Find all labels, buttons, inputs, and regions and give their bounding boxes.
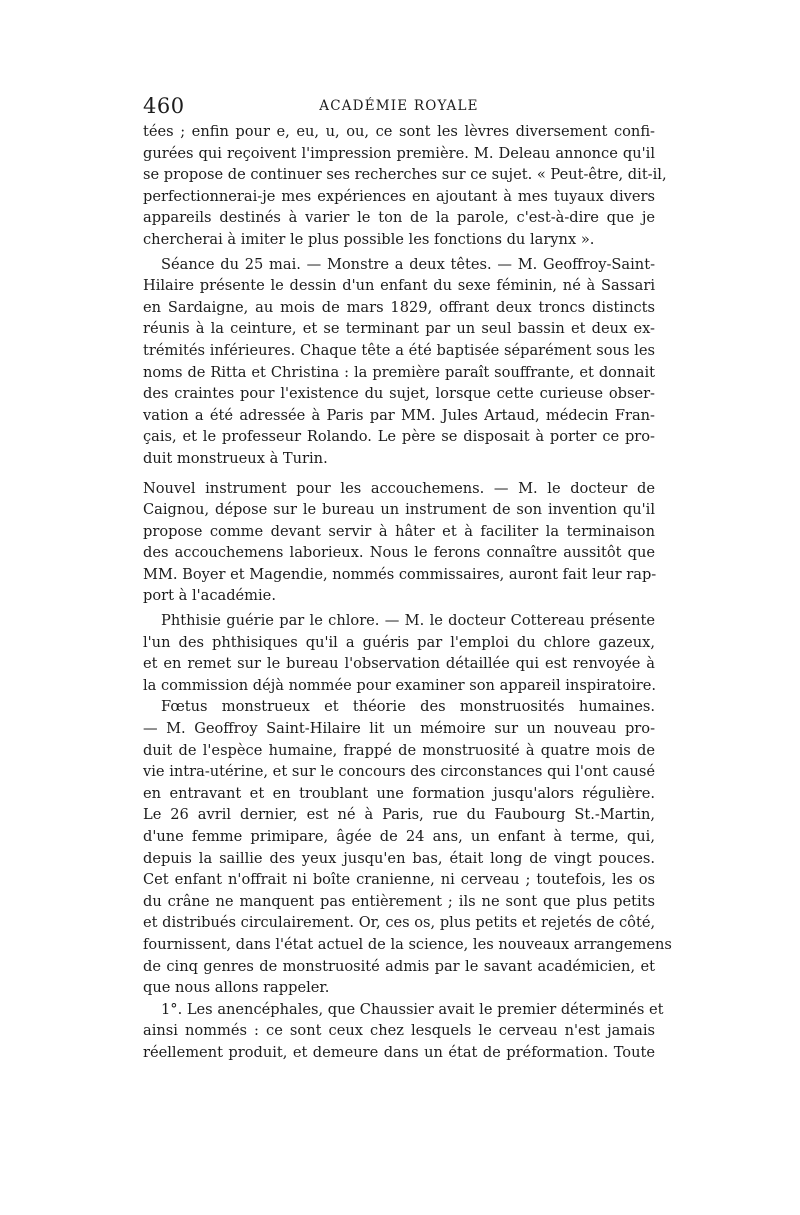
text-line: réellement produit, et demeure dans un état de préformation. Toute [143, 1043, 655, 1061]
text-line: fournissent, dans l'état actuel de la science, les nouveaux arrangemens [143, 935, 672, 953]
text-line: propose comme devant servir à hâter et à faciliter la terminaison [143, 522, 655, 540]
text-line: en Sardaigne, au mois de mars 1829, offrant deux troncs distincts [143, 298, 655, 316]
text-line: Caignou, dépose sur le bureau un instrument de son invention qu'il [143, 501, 655, 519]
text-line: trémités inférieures. Chaque tête a été baptisée séparément sous les [143, 341, 655, 359]
text-line: la commission déjà nommée pour examiner son appareil inspiratoire. [143, 676, 657, 694]
text-line: tées ; enfin pour e, eu, u, ou, ce sont les lèvres diversement confi- [143, 123, 655, 140]
text-line: réunis à la ceinture, et se terminant par un seul bassin et deux ex- [143, 320, 655, 338]
text-line: perfectionnerai-je mes expériences en ajoutant à mes tuyaux divers [143, 187, 655, 205]
text-line: vie intra-utérine, et sur le concours des circonstances qui l'ont causé [143, 763, 655, 781]
book-page [143, 94, 672, 1064]
text-line: appareils destinés à varier le ton de la parole, c'est-à-dire que je [143, 209, 655, 227]
text-line: d'une femme primipare, âgée de 24 ans, un enfant à terme, qui, [143, 828, 655, 845]
text-line: se propose de continuer ses recherches sur ce sujet. « Peut-être, dit-il, [143, 166, 667, 184]
page-number: 460 [143, 94, 185, 118]
text-line: — M. Geoffroy Saint-Hilaire lit un mémoire sur un nouveau pro- [143, 720, 655, 738]
text-line: MM. Boyer et Magendie, nommés commissaires, auront fait leur rap- [143, 565, 657, 583]
text-line: Nouvel instrument pour les accouchemens. — M. le docteur de [143, 479, 655, 497]
text-line: de cinq genres de monstruosité admis par le savant académicien, et [143, 957, 655, 975]
text-line: l'un des phthisiques qu'il a guéris par l'emploi du chlore gazeux, [143, 633, 655, 651]
text-line: noms de Ritta et Christina : la première paraît souffrante, et donnait [143, 363, 655, 381]
text-line: port à l'académie. [143, 587, 276, 605]
text-line: duit de l'espèce humaine, frappé de monstruosité à quatre mois de [143, 741, 655, 759]
text-line: des accouchemens laborieux. Nous le ferons connaître aussitôt que [143, 544, 655, 562]
text-line: Cet enfant n'offrait ni boîte cranienne, ni cerveau ; toutefois, les os [143, 871, 655, 889]
body-text [143, 121, 672, 1064]
text-line: Le 26 avril dernier, est né à Paris, rue du Faubourg St.-Martin, [143, 806, 655, 824]
text-line: gurées qui reçoivent l'impression première. M. Deleau annonce qu'il [143, 144, 655, 162]
running-head: ACADÉMIE ROYALE [319, 98, 479, 114]
text-line: duit monstrueux à Turin. [143, 449, 328, 467]
text-line: et en remet sur le bureau l'observation détaillée qui est renvoyée à [143, 655, 655, 673]
page-header [143, 94, 655, 120]
text-line: Fœtus monstrueux et théorie des monstruosités humaines. [161, 698, 655, 716]
text-line: en entravant et en troublant une formation jusqu'alors régulière. [143, 784, 655, 802]
text-line: vation a été adressée à Paris par MM. Jules Artaud, médecin Fran- [143, 406, 655, 424]
text-line: depuis la saillie des yeux jusqu'en bas, était long de vingt pouces. [143, 849, 655, 867]
text-line: Phthisie guérie par le chlore. — M. le docteur Cottereau présente [161, 612, 655, 630]
text-line: Hilaire présente le dessin d'un enfant du sexe féminin, né à Sassari [143, 277, 655, 295]
text-line: du crâne ne manquent pas entièrement ; ils ne sont que plus petits [143, 892, 655, 910]
text-line: ainsi nommés : ce sont ceux chez lesquels le cerveau n'est jamais [143, 1022, 655, 1040]
text-line: 1°. Les anencéphales, que Chaussier avait le premier déterminés et [161, 1000, 664, 1018]
text-line: chercherai à imiter le plus possible les fonctions du larynx ». [143, 230, 595, 248]
text-line: des craintes pour l'existence du sujet, lorsque cette curieuse obser- [143, 385, 655, 403]
text-line: çais, et le professeur Rolando. Le père se disposait à porter ce pro- [143, 428, 655, 446]
text-line: et distribués circulairement. Or, ces os, plus petits et rejetés de côté, [143, 914, 656, 932]
text-line: que nous allons rappeler. [143, 979, 330, 997]
text-line: Séance du 25 mai. — Monstre a deux têtes. — M. Geoffroy-Saint- [161, 255, 655, 273]
